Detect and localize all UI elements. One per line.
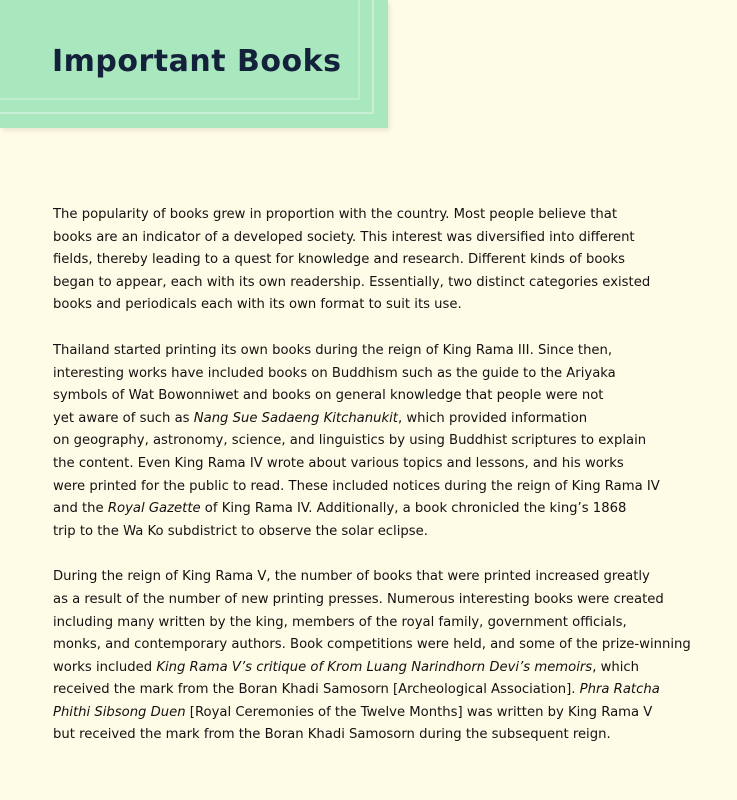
text-segment: received the mark from the Boran Khadi Samosorn [Archeological Association]. (53, 682, 580, 698)
text-line (53, 227, 693, 250)
text-segment: During the reign of King Rama V, the number of books that were printed increased greatly (53, 569, 650, 585)
text-line (53, 272, 693, 295)
page-title: Important Books (52, 44, 342, 79)
text-line (53, 498, 693, 521)
text-line (53, 430, 693, 453)
text-segment: symbols of Wat Bowonniwet and books on general knowledge that people were not (53, 388, 604, 404)
text-segment: the content. Even King Rama IV wrote about various topics and lessons, and his works (53, 455, 624, 471)
text-segment: The popularity of books grew in proportion with the country. Most people believe that (53, 207, 618, 222)
text-segment: including many written by the king, members of the royal family, government officials, (53, 614, 627, 630)
text-line (53, 634, 693, 657)
text-line (53, 340, 693, 363)
text-line (53, 724, 693, 747)
italic-title: Royal Gazette (107, 501, 201, 517)
text-line (53, 294, 693, 317)
italic-title: King Rama V’s critique of Krom Luang Narindhorn Devi’s memoirs (156, 659, 593, 675)
paragraph-2 (53, 340, 693, 543)
text-line (53, 363, 693, 386)
italic-title: Nang Sue Sadaeng Kitchanukit (193, 410, 398, 426)
text-segment: of King Rama IV. Additionally, a book chronicled the king’s 1868 (200, 501, 627, 517)
italic-title: Phra Ratcha (579, 682, 660, 698)
text-line (53, 453, 693, 476)
text-line (53, 521, 693, 544)
text-line (53, 612, 693, 635)
paragraph-1 (53, 204, 693, 317)
text-segment: , which provided information (397, 410, 588, 426)
text-line (53, 702, 693, 725)
title-banner (0, 0, 388, 128)
text-segment: , which (592, 659, 639, 675)
italic-title: Phithi Sibsong Duen (53, 704, 186, 720)
text-segment: Thailand started printing its own books during the reign of King Rama III. Since then, (53, 342, 613, 358)
text-segment: but received the mark from the Boran Khadi Samosorn during the subsequent reign. (53, 727, 611, 743)
article-body (53, 204, 693, 770)
text-segment: books are an indicator of a developed society. This interest was diversified into different (53, 229, 635, 245)
text-line (53, 385, 693, 408)
text-segment: monks, and contemporary authors. Book competitions were held, and some of the prize-winning (53, 637, 691, 653)
text-segment: and the (53, 501, 108, 517)
text-segment: on geography, astronomy, science, and linguistics by using Buddhist scriptures to explain (53, 433, 647, 449)
text-line (53, 657, 693, 680)
text-segment: [Royal Ceremonies of the Twelve Months] was written by King Rama V (185, 704, 653, 720)
text-segment: as a result of the number of new printing presses. Numerous interesting books were created (53, 591, 664, 607)
text-segment: interesting works have included books on Buddhism such as the guide to the Ariyaka (53, 365, 616, 381)
text-segment: yet aware of such as (53, 410, 194, 426)
text-line (53, 679, 693, 702)
text-segment: trip to the Wa Ko subdistrict to observe the solar eclipse. (53, 523, 428, 539)
text-segment: were printed for the public to read. These included notices during the reign of King Rama IV (53, 478, 660, 494)
text-line (53, 566, 693, 589)
text-segment: books and periodicals each with its own format to suit its use. (53, 297, 462, 313)
text-line (53, 476, 693, 499)
text-segment: began to appear, each with its own readership. Essentially, two distinct categories existed (53, 274, 651, 290)
text-line (53, 249, 693, 272)
text-segment: fields, thereby leading to a quest for knowledge and research. Different kinds of books (53, 252, 625, 268)
text-line (53, 589, 693, 612)
text-segment: works included (53, 659, 157, 675)
paragraph-3 (53, 566, 693, 747)
text-line (53, 204, 693, 227)
text-line (53, 408, 693, 431)
